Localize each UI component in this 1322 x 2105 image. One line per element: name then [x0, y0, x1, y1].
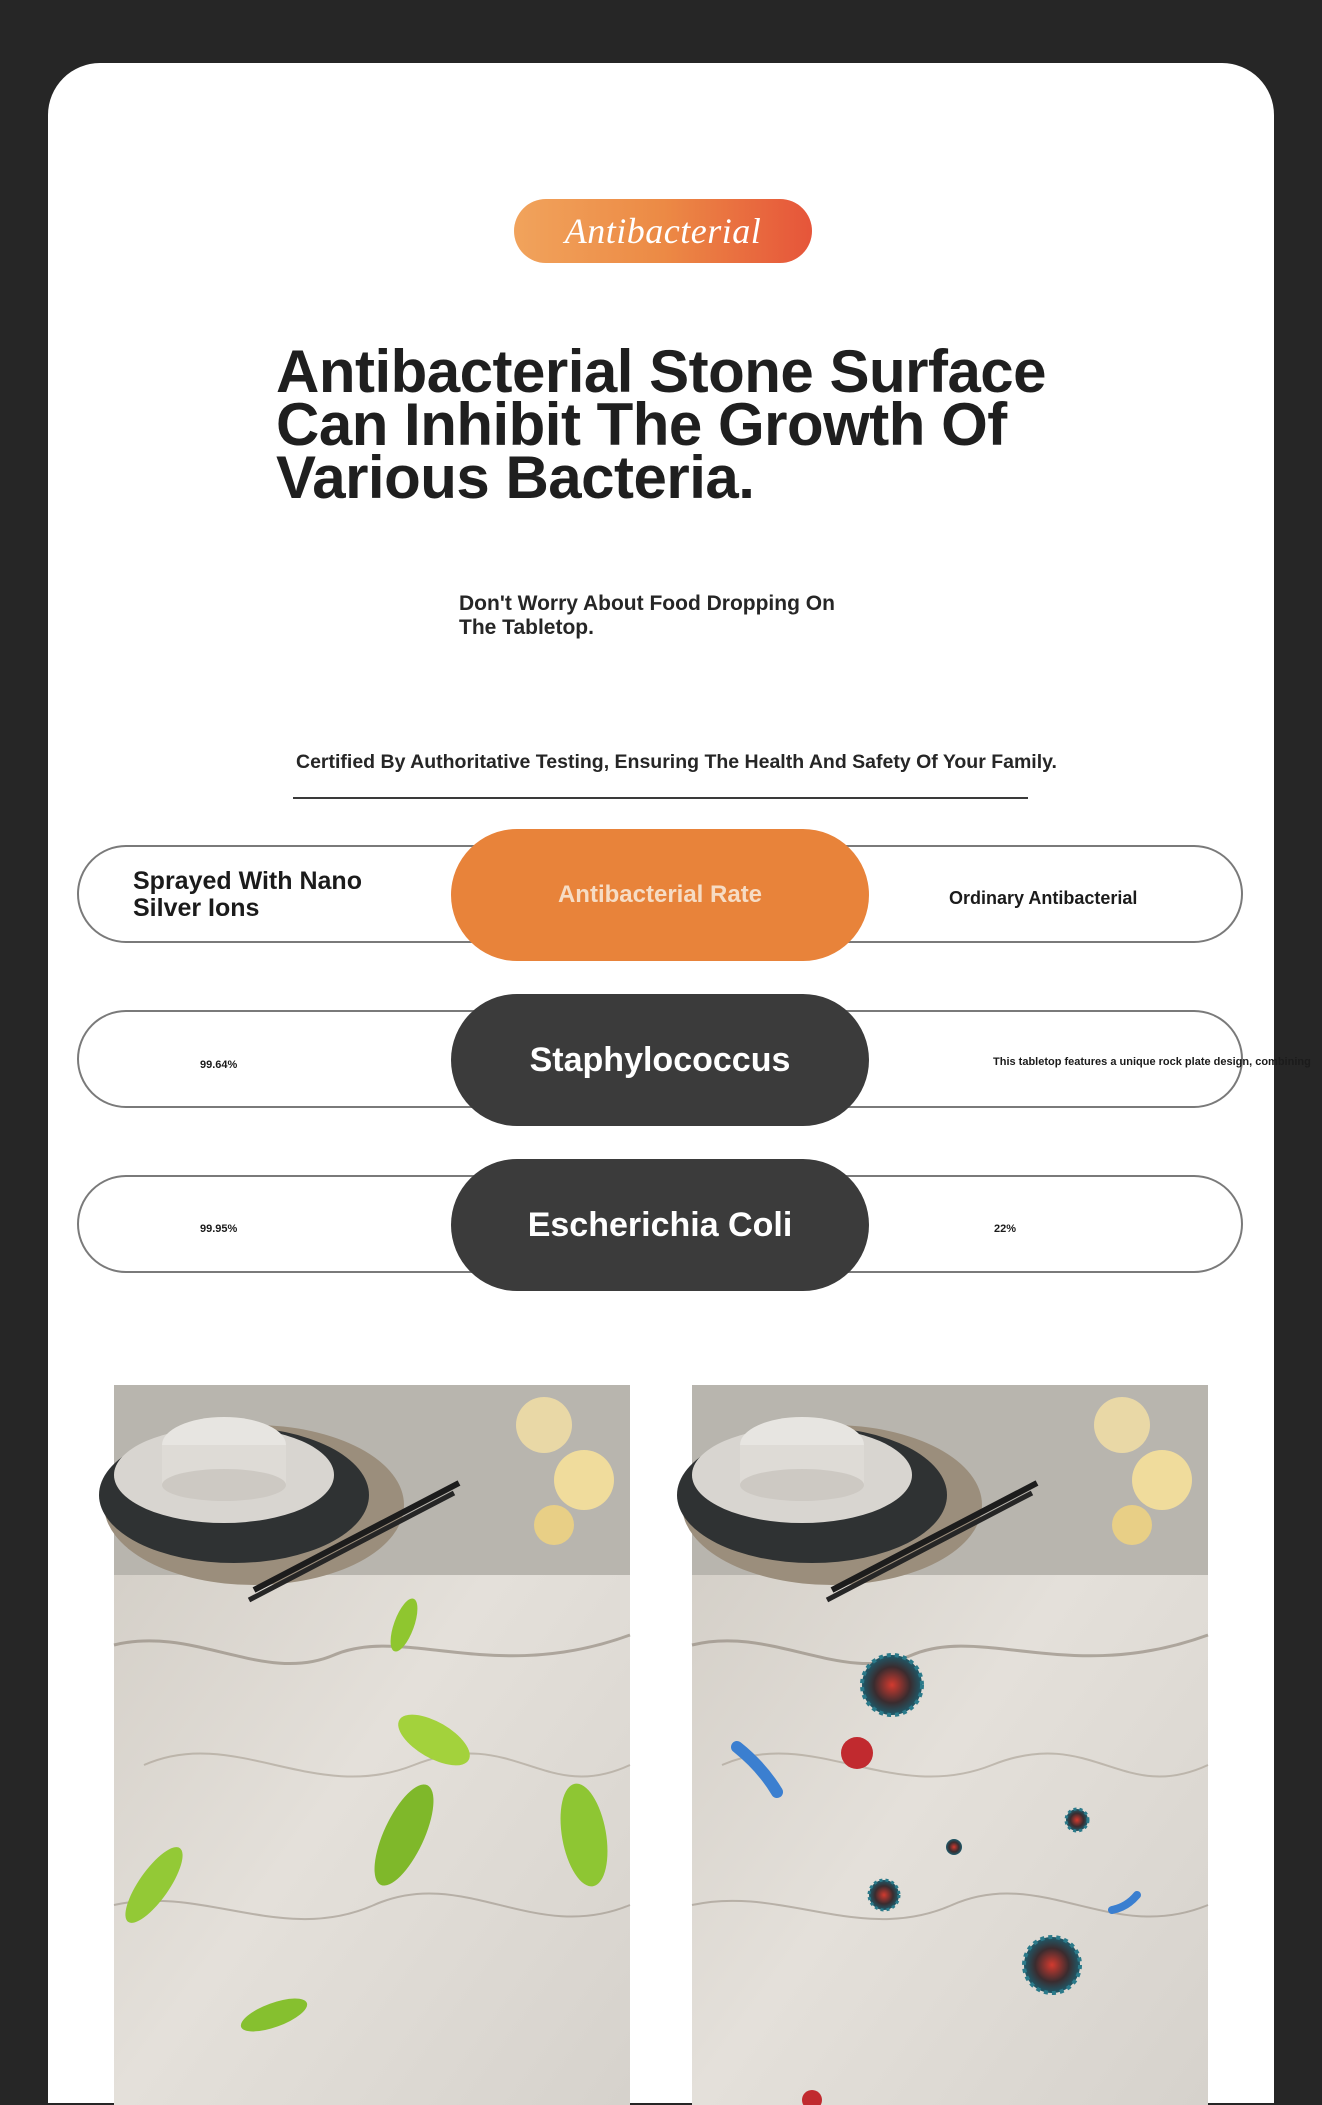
staphylococcus-label: Staphylococcus [529, 1040, 791, 1079]
page-headline [276, 338, 1136, 511]
tabletop-with-leaves-image [114, 1385, 630, 2105]
escherichia-coli-label-pill [451, 1159, 869, 1291]
certification-underline [293, 797, 1028, 799]
headline-line-3: Various Bacteria. [276, 444, 755, 511]
staphylococcus-sprayed-value: 99.64% [200, 1059, 238, 1071]
antibacterial-badge [514, 199, 812, 263]
staphylococcus-ordinary-value: This tabletop features a unique rock plate design, combining [993, 1056, 1311, 1068]
sprayed-header-line-1: Sprayed With Nano [133, 867, 362, 895]
sprayed-header-line-2: Silver Ions [133, 894, 260, 922]
sprayed-header [133, 868, 393, 922]
antibacterial-badge-label: Antibacterial [564, 211, 762, 251]
staphylococcus-label-pill [451, 994, 869, 1126]
antibacterial-rate-header [451, 829, 869, 961]
ordinary-antibacterial-header: Ordinary Antibacterial [949, 888, 1138, 908]
headline-line-1: Antibacterial Stone Surface [276, 338, 1047, 405]
escherichia-coli-sprayed-value: 99.95% [200, 1223, 238, 1235]
escherichia-coli-label: Escherichia Coli [527, 1205, 793, 1244]
escherichia-coli-ordinary-value: 22% [994, 1223, 1017, 1235]
antibacterial-rate-label: Antibacterial Rate [557, 881, 763, 908]
subheading-line-1: Don't Worry About Food Dropping On [459, 592, 835, 615]
tabletop-with-bacteria-image [692, 1385, 1208, 2105]
certification-text: Certified By Authoritative Testing, Ensuring The Health And Safety Of Your Family. [296, 751, 1057, 773]
headline-line-2: Can Inhibit The Growth Of [276, 391, 1007, 458]
content-card [48, 63, 1311, 2103]
subheading [459, 592, 879, 640]
subheading-line-2: The Tabletop. [459, 616, 594, 639]
